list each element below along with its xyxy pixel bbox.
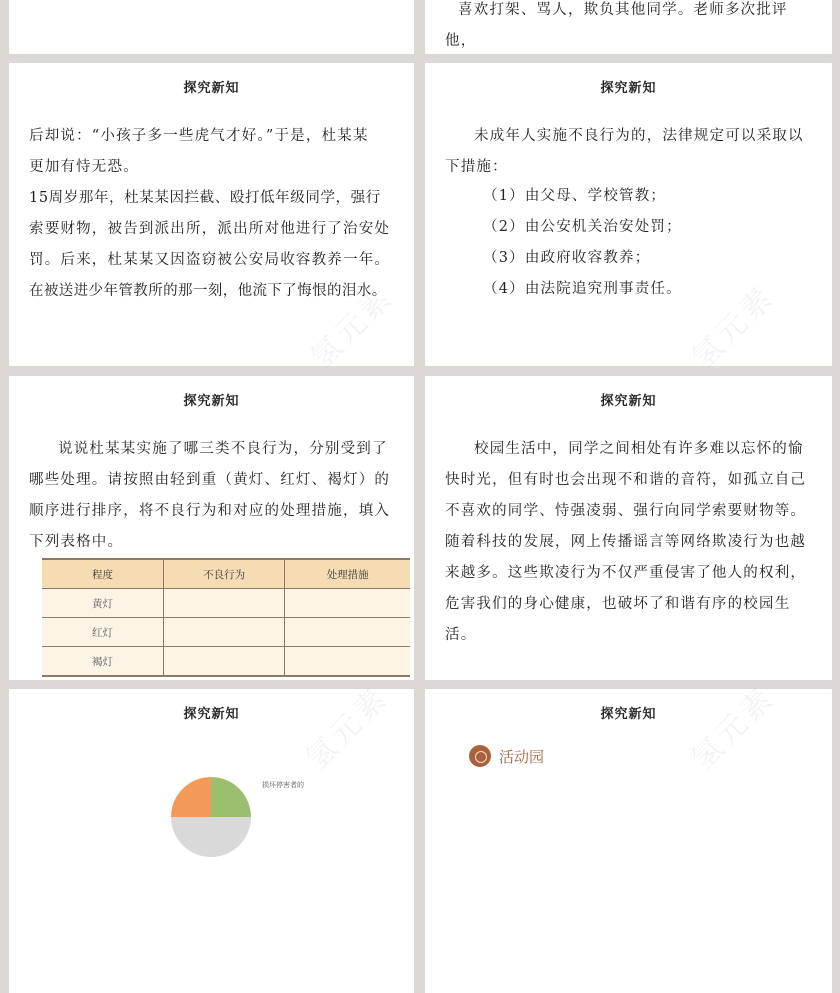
slide-title: 探究新知 — [600, 707, 657, 722]
watermark: 氢元素 — [685, 279, 782, 376]
slide-title: 探究新知 — [183, 707, 240, 722]
list-item: （3）由政府收容教养； — [483, 250, 651, 266]
story-text — [29, 121, 398, 307]
column-header: 不良行为 — [163, 559, 284, 589]
pie-label: 损坏停害者的 — [262, 781, 304, 789]
pie-chart — [171, 777, 251, 857]
behavior-table — [42, 558, 410, 677]
table-cell[interactable] — [163, 618, 284, 647]
table-row — [42, 589, 410, 618]
list-item: （1）由父母、学校管教； — [483, 188, 667, 204]
table-cell[interactable] — [163, 647, 284, 677]
table-cell[interactable] — [285, 618, 410, 647]
slide-legal-measures — [425, 63, 832, 376]
slide-top-right — [425, 0, 832, 54]
watermark: 氢元素 — [299, 680, 396, 777]
table-cell: 黄灯 — [42, 589, 163, 618]
slide-title: 探究新知 — [183, 81, 240, 96]
column-header: 程度 — [42, 559, 163, 589]
text-line: 后却说：“小孩子多一些虎气才好。”于是，杜某某 — [29, 128, 369, 144]
text-line: 在被送进少年管教所的那一刻，他流下了悔恨的泪水。 — [29, 283, 387, 299]
text-line: 罚。后来，杜某某又因盗窃被公安局收容教养一年。 — [29, 252, 391, 268]
slide-pie-chart — [9, 680, 414, 993]
intro-text: 未成年人实施不良行为的，法律规定可以采取以下措施： — [445, 128, 804, 175]
slide-campus-bullying — [425, 376, 832, 680]
slide-story-continued — [9, 63, 414, 376]
table-header-row — [42, 559, 410, 589]
activity-header — [469, 745, 544, 767]
table-cell[interactable] — [285, 647, 410, 677]
activity-icon — [469, 745, 491, 767]
slide-title: 探究新知 — [600, 394, 657, 409]
list-item: （2）由公安机关治安处罚； — [483, 219, 682, 235]
table-cell: 褐灯 — [42, 647, 163, 677]
slide-top-left — [9, 0, 414, 54]
list-item: （4）由法院追究刑事责任。 — [483, 281, 682, 297]
text-line: 索要财物，被告到派出所，派出所对他进行了治安处 — [29, 221, 391, 237]
table-row — [42, 618, 410, 647]
slide-title: 探究新知 — [600, 81, 657, 96]
slide-activity — [425, 680, 832, 993]
slide-title: 探究新知 — [183, 394, 240, 409]
table-cell[interactable] — [163, 589, 284, 618]
table-cell[interactable] — [285, 589, 410, 618]
column-header: 处理措施 — [285, 559, 410, 589]
watermark: 氢元素 — [304, 279, 401, 376]
task-text: 说说杜某某实施了哪三类不良行为，分别受到了哪些处理。请按照由轻到重（黄灯、红灯、褐灯）的顺序进行排序，将不良行为和对应的处理措施，填入下列表格中。 — [29, 441, 391, 550]
slide-discussion-table — [9, 376, 414, 680]
measures-list — [483, 181, 682, 305]
table-row — [42, 647, 410, 677]
text-line: 更加有恃无恐。 — [29, 159, 139, 175]
activity-label: 活动园 — [499, 747, 545, 766]
text-line: 喜欢打架、骂人，欺负其他同学。老师多次批评他， — [445, 2, 788, 49]
table-cell: 红灯 — [42, 618, 163, 647]
watermark: 氢元素 — [685, 680, 782, 777]
text-line: 15周岁那年，杜某某因拦截、殴打低年级同学，强行 — [29, 190, 381, 206]
bullying-text: 校园生活中，同学之间相处有许多难以忘怀的愉快时光，但有时也会出现不和谐的音符，如孤立自己不喜欢的同学、恃强凌弱、强行向同学索要财物等。随着科技的发展，网上传播谣言等网络欺凌行为也越来越多。这些欺凌行为不仅严重侵害了他人的权利，危害我们的身心健康，也破坏了和谐有序的校园生活。 — [445, 441, 807, 643]
